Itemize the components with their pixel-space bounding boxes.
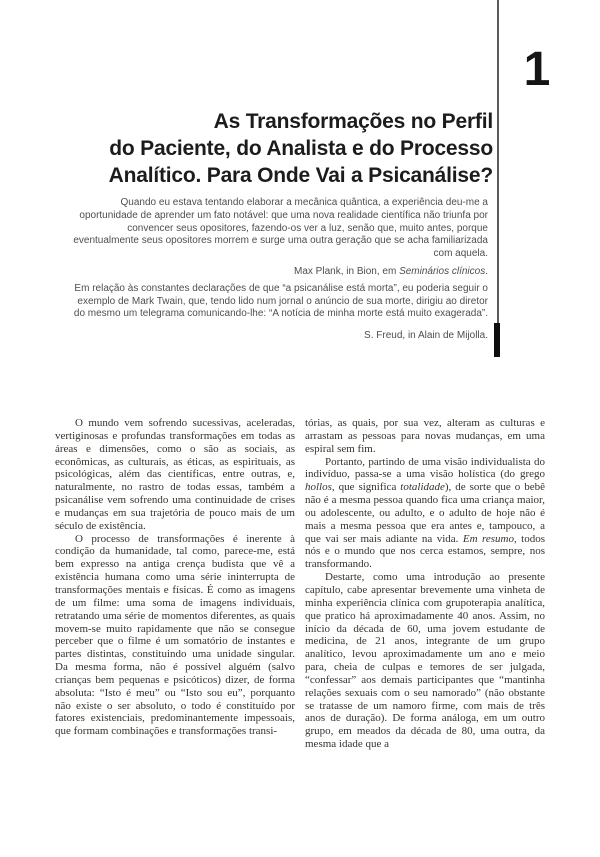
left-column <box>55 417 295 751</box>
chapter-number: 1 <box>523 43 551 96</box>
body-text-columns <box>55 417 545 751</box>
chapter-title-line: do Paciente, do Analista e do Processo <box>109 137 493 160</box>
epigraph-quote: Quando eu estava tentando elaborar a mecânica quântica, a experiência deu-me a oportunidade de aprender um fato notável: que uma nova realidade científica não triunfa por convencer seus opositores, fazendo-os ver a luz, senão que, muito antes, porque eventualmente seus opositores morrem e surge uma outra geração que se acha familiarizada com aquela. <box>73 197 488 260</box>
chapter-title-line: As Transformações no Perfil <box>213 110 493 133</box>
epigraph-attribution: Max Plank, in Bion, em Seminários clínicos. <box>294 265 488 277</box>
chapter-rule <box>497 0 499 357</box>
paragraph: Portanto, partindo de uma visão individualista do indivíduo, passa-se a uma visão holística (do grego hollos, que significa totalidade), de sorte que o bebê não é a mesma pessoa quando fica uma criança maior, ou adolescente, ou adulto, e o adulto de hoje não é mais a mesma pessoa que era antes e, tampouco, a que vai ser mais adiante na vida. Em resumo, todos nós e o mundo que nos cerca estamos, sempre, nos transformando. <box>305 455 545 571</box>
chapter-rule-tip <box>494 323 500 357</box>
epigraph-attribution: S. Freud, in Alain de Mijolla. <box>364 330 488 342</box>
paragraph: tórias, as quais, por sua vez, alteram as culturas e arrastam as pessoas para novas mudanças, em uma espiral sem fim. <box>305 417 545 455</box>
epigraph-quote: Em relação às constantes declarações de que “a psicanálise está morta”, eu poderia seguir o exemplo de Mark Twain, que, tendo lido num jornal o anúncio de sua morte, dirigiu ao diretor do mesmo um telegrama comunicando-lhe: “A notícia de minha morte está muito exagerada”. <box>73 282 488 320</box>
paragraph: Destarte, como uma introdução ao presente capítulo, cabe apresentar brevemente uma vinheta de minha experiência clínica com grupoterapia analítica, que pratico há aproximadamente 40 anos. Assim, no início da década de 60, uma jovem estudante de medicina, de 21 anos, integrante de um grupo analítico, levou aproximadamente um ano e meio para, cheia de culpas e temores de ser julgada, “confessar” aos demais participantes que “mantinha relações sexuais com o seu namorado” (não obstante se tratasse de um namoro firme, com mais de três anos de duração). De forma análoga, em um outro grupo, em meados da década de 80, uma outra, da mesma idade que a <box>305 571 545 751</box>
chapter-title-line: Analítico. Para Onde Vai a Psicanálise? <box>108 164 493 187</box>
right-column <box>305 417 545 751</box>
paragraph: O mundo vem sofrendo sucessivas, aceleradas, vertiginosas e profundas transformações em todas as áreas e dimensões, como o são as sociais, as econômicas, as culturais, as éticas, as espirituais, as psicológicas, além das científicas, entre outras, e, naturalmente, no rastro de todas essas, também a psicanálise vem sofrendo uma continuidade de crises e mudanças em sua trajetória de pouco mais de um século de existência. <box>55 417 295 532</box>
chapter-title <box>70 108 493 189</box>
epigraph-section <box>70 197 488 343</box>
paragraph: O processo de transformações é inerente à condição da humanidade, tal como, parece-me, está bem expresso na antiga crença budista que vê a existência humana como uma série ininterrupta de transformações mentais e físicas. É como as imagens de um filme: uma soma de imagens individuais, retratando uma série de momentos diferentes, as quais movem-se muito rapidamente que não se consegue perceber que o filme é um somatório de instantes e partes distintas, constituindo uma unidade singular. Da mesma forma, não é possível alguém (salvo crianças bem pequenas e psicóticos) dizer, de forma absoluta: “Isto é meu” ou “Isto sou eu”, porquanto não existe o ser absoluto, o todo é constituído por fatores existenciais, predominantemente impessoais, que formam combinações e transformações transi- <box>55 532 295 738</box>
